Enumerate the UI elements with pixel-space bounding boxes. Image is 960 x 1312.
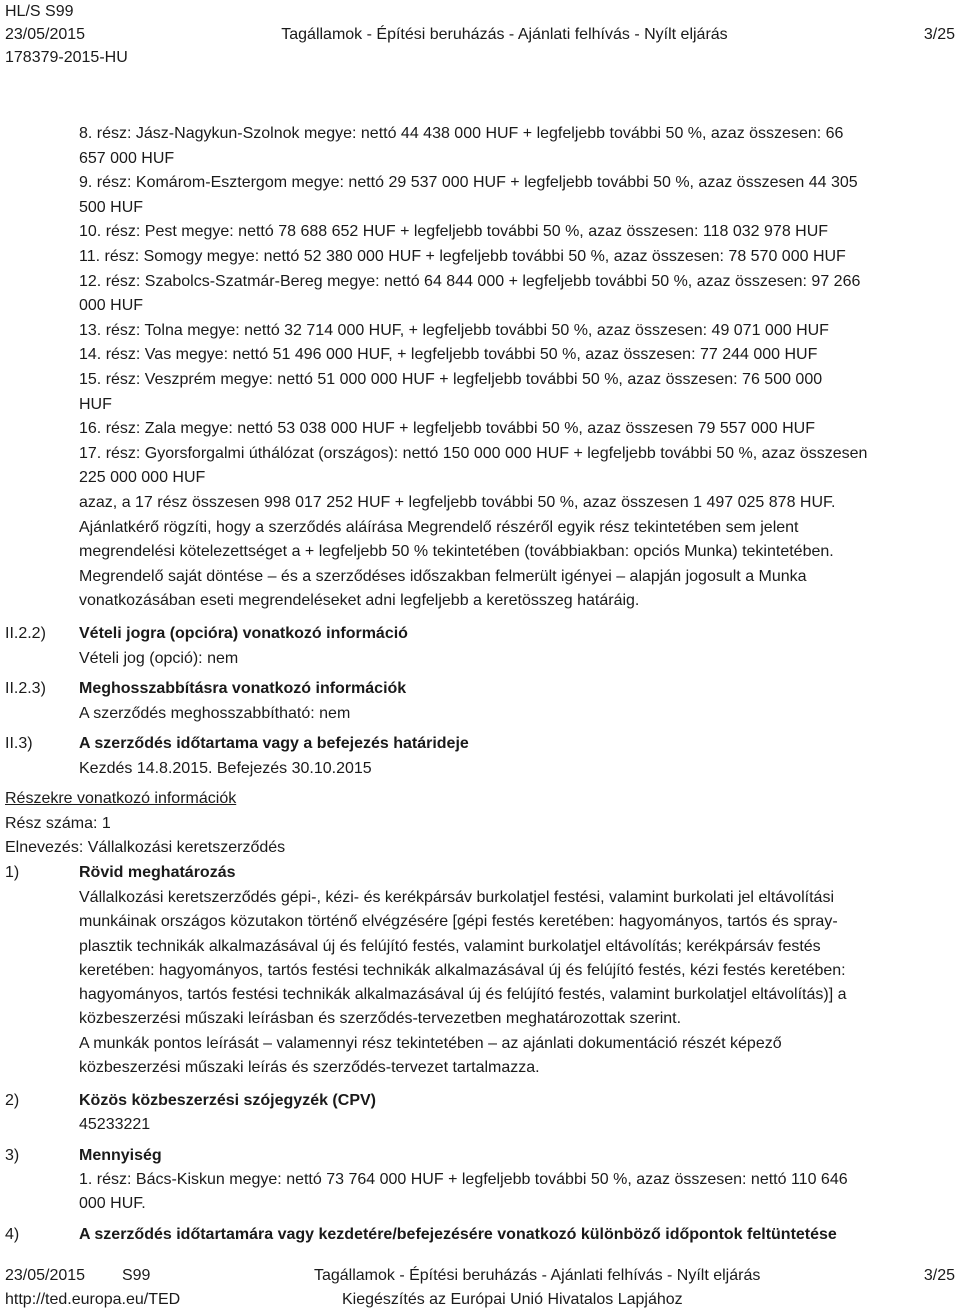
cpv-code: 45233221 [79, 1116, 151, 1133]
parts-info-heading: Részekre vonatkozó információk [5, 790, 237, 807]
doc-code: HL/S S99 [5, 3, 74, 20]
item-label-3: 3) [5, 1147, 20, 1164]
short-desc-line: Vállalkozási keretszerződés gépi-, kézi- és kerékpársáv burkolatjel festési, valamint burkolati jel eltávolítási [79, 889, 834, 906]
footer-title: Tagállamok - Építési beruházás - Ajánlati felhívás - Nyílt eljárás [313, 1267, 761, 1284]
short-desc-line: plasztik technikák alkalmazásával új és felújító festés, valamint burkolatjel eltávolítás; kerékpársáv festés [79, 937, 821, 955]
footer-publisher: Kiegészítés az Európai Unió Hivatalos Lapjához [342, 1291, 683, 1308]
short-desc-text [79, 886, 954, 1080]
header-ref: 178379-2015-HU [5, 49, 128, 66]
footer-page: 3/25 [923, 1267, 955, 1284]
parts-list-line: Megrendelő saját döntése – és a szerződéses időszakban felmerült igényei – alapján jogosult a Munka [79, 567, 807, 585]
parts-list-line: 12. rész: Szabolcs-Szatmár-Bereg megye: nettó 64 844 000 + legfeljebb további 50 %, azaz összesen: 97 266 [79, 272, 861, 290]
parts-list-line: vonatkozásában eseti megrendeléseket adni legfeljebb a keretösszeg határáig. [79, 592, 640, 610]
page-header [5, 0, 955, 69]
parts-list-line: 500 HUF [79, 198, 144, 216]
short-desc-line: közbeszerzési műszaki leírásban és szerződés-tervezetben meghatározottak szerint. [79, 1010, 682, 1028]
section-title-option: Vételi jogra (opcióra) vonatkozó információ [79, 625, 408, 642]
item-title-cpv: Közös közbeszerzési szójegyzék (CPV) [79, 1092, 376, 1109]
section-text-extension: A szerződés meghosszabbítható: nem [79, 705, 351, 722]
parts-list-line: 10. rész: Pest megye: nettó 78 688 652 HUF + legfeljebb további 50 %, azaz összesen: 118 032 978 HUF [79, 223, 829, 241]
footer-url[interactable]: http://ted.europa.eu/TED [5, 1291, 181, 1308]
parts-list-line: HUF [79, 395, 112, 413]
part-name: Elnevezés: Vállalkozási keretszerződés [5, 839, 286, 856]
parts-list-line: 9. rész: Komárom-Esztergom megye: nettó 29 537 000 HUF + legfeljebb további 50 %, azaz összesen 44 305 [79, 174, 858, 192]
header-page: 3/25 [923, 26, 955, 43]
parts-list-line: 15. rész: Veszprém megye: nettó 51 000 000 HUF + legfeljebb további 50 %, azaz összesen: 76 500 000 [79, 370, 823, 388]
parts-list-line: 000 HUF [79, 297, 144, 315]
page-footer [5, 1264, 955, 1312]
section-label-ii-2-2: II.2.2) [5, 625, 46, 642]
footer-row [5, 1264, 955, 1288]
footer-left [5, 1264, 150, 1288]
parts-list-line: 16. rész: Zala megye: nettó 53 038 000 HUF + legfeljebb további 50 %, azaz összesen 79 557 000 HUF [79, 420, 815, 438]
parts-list-line: megrendelési kötelezettséget a + legfeljebb 50 % tekintetében (továbbiakban: opciós Munka) tekintetében. [79, 543, 834, 561]
parts-list-line: 657 000 HUF [79, 149, 175, 167]
section-text-option: Vételi jog (opció): nem [79, 650, 239, 667]
item-label-4: 4) [5, 1226, 20, 1243]
item-title-dates: A szerződés időtartamára vagy kezdetére/befejezésére vonatkozó különböző időpontok feltüntetése [79, 1226, 837, 1243]
parts-list-line: Ajánlatkérő rögzíti, hogy a szerződés aláírása Megrendelő részéről egyik rész tekintetében sem jelent [79, 518, 799, 536]
parts-list-line: 14. rész: Vas megye: nettó 51 496 000 HUF, + legfeljebb további 50 %, azaz összesen: 77 244 000 HUF [79, 346, 818, 364]
parts-list-line: 8. rész: Jász-Nagykun-Szolnok megye: nettó 44 438 000 HUF + legfeljebb további 50 %, azaz összesen: 66 [79, 125, 844, 142]
parts-list-line: 11. rész: Somogy megye: nettó 52 380 000 HUF + legfeljebb további 50 %, azaz összesen: 78 570 000 HUF [79, 247, 846, 265]
short-desc-line: keretében: hagyományos, tartós festési technikák alkalmazásával új és felújító festés, kézi festés keretében: [79, 961, 846, 979]
section-title-extension: Meghosszabbításra vonatkozó információk [79, 680, 407, 697]
part-number: Rész száma: 1 [5, 815, 111, 832]
footer-row-2 [5, 1288, 955, 1312]
short-desc-line: A munkák pontos leírását – valamennyi rész tekintetében – az ajánlati dokumentáció részét képező [79, 1034, 782, 1052]
quantity-line: 1. rész: Bács-Kiskun megye: nettó 73 764 000 HUF + legfeljebb további 50 %, azaz összesen: nettó 110 646 [79, 1171, 848, 1188]
parts-list-line: 13. rész: Tolna megye: nettó 32 714 000 HUF, + legfeljebb további 50 %, azaz összesen: 49 071 000 HUF [79, 321, 829, 339]
parts-list [79, 122, 954, 614]
quantity-line: 000 HUF. [79, 1195, 146, 1212]
section-text-duration: Kezdés 14.8.2015. Befejezés 30.10.2015 [79, 760, 372, 777]
header-title: Tagállamok - Építési beruházás - Ajánlati felhívás - Nyílt eljárás [281, 26, 728, 43]
header-date: 23/05/2015 [5, 26, 86, 43]
short-desc-line: hagyományos, tartós festési technikák alkalmazásával új és felújító festés, valamint burkolatjel eltávolítás)] a [79, 986, 847, 1004]
parts-list-line: azaz, a 17 rész összesen 998 017 252 HUF + legfeljebb további 50 %, azaz összesen 1 497 025 878 HUF. [79, 493, 836, 511]
parts-list-line: 225 000 000 HUF [79, 469, 206, 487]
item-label-1: 1) [5, 864, 20, 881]
parts-list-line: 17. rész: Gyorsforgalmi úthálózat (országos): nettó 150 000 000 HUF + legfeljebb további 50 %, azaz összesen [79, 444, 868, 462]
quantity-text [79, 1168, 954, 1216]
section-label-ii-3: II.3) [5, 735, 33, 752]
short-desc-line: közbeszerzési műszaki leírás és szerződés-tervezet tartalmazza. [79, 1059, 540, 1077]
item-label-2: 2) [5, 1092, 20, 1109]
short-desc-line: munkáinak országos közutakon történő elvégzésére [gépi festés keretében: hagyományos, tartós és spray- [79, 913, 838, 931]
header-row [5, 23, 955, 46]
section-label-ii-2-3: II.2.3) [5, 680, 46, 697]
item-title-quantity: Mennyiség [79, 1147, 162, 1164]
item-title-short-desc: Rövid meghatározás [79, 864, 236, 881]
footer-date: 23/05/2015 [5, 1267, 86, 1284]
section-title-duration: A szerződés időtartama vagy a befejezés határideje [79, 735, 469, 752]
footer-code: S99 [121, 1267, 151, 1284]
